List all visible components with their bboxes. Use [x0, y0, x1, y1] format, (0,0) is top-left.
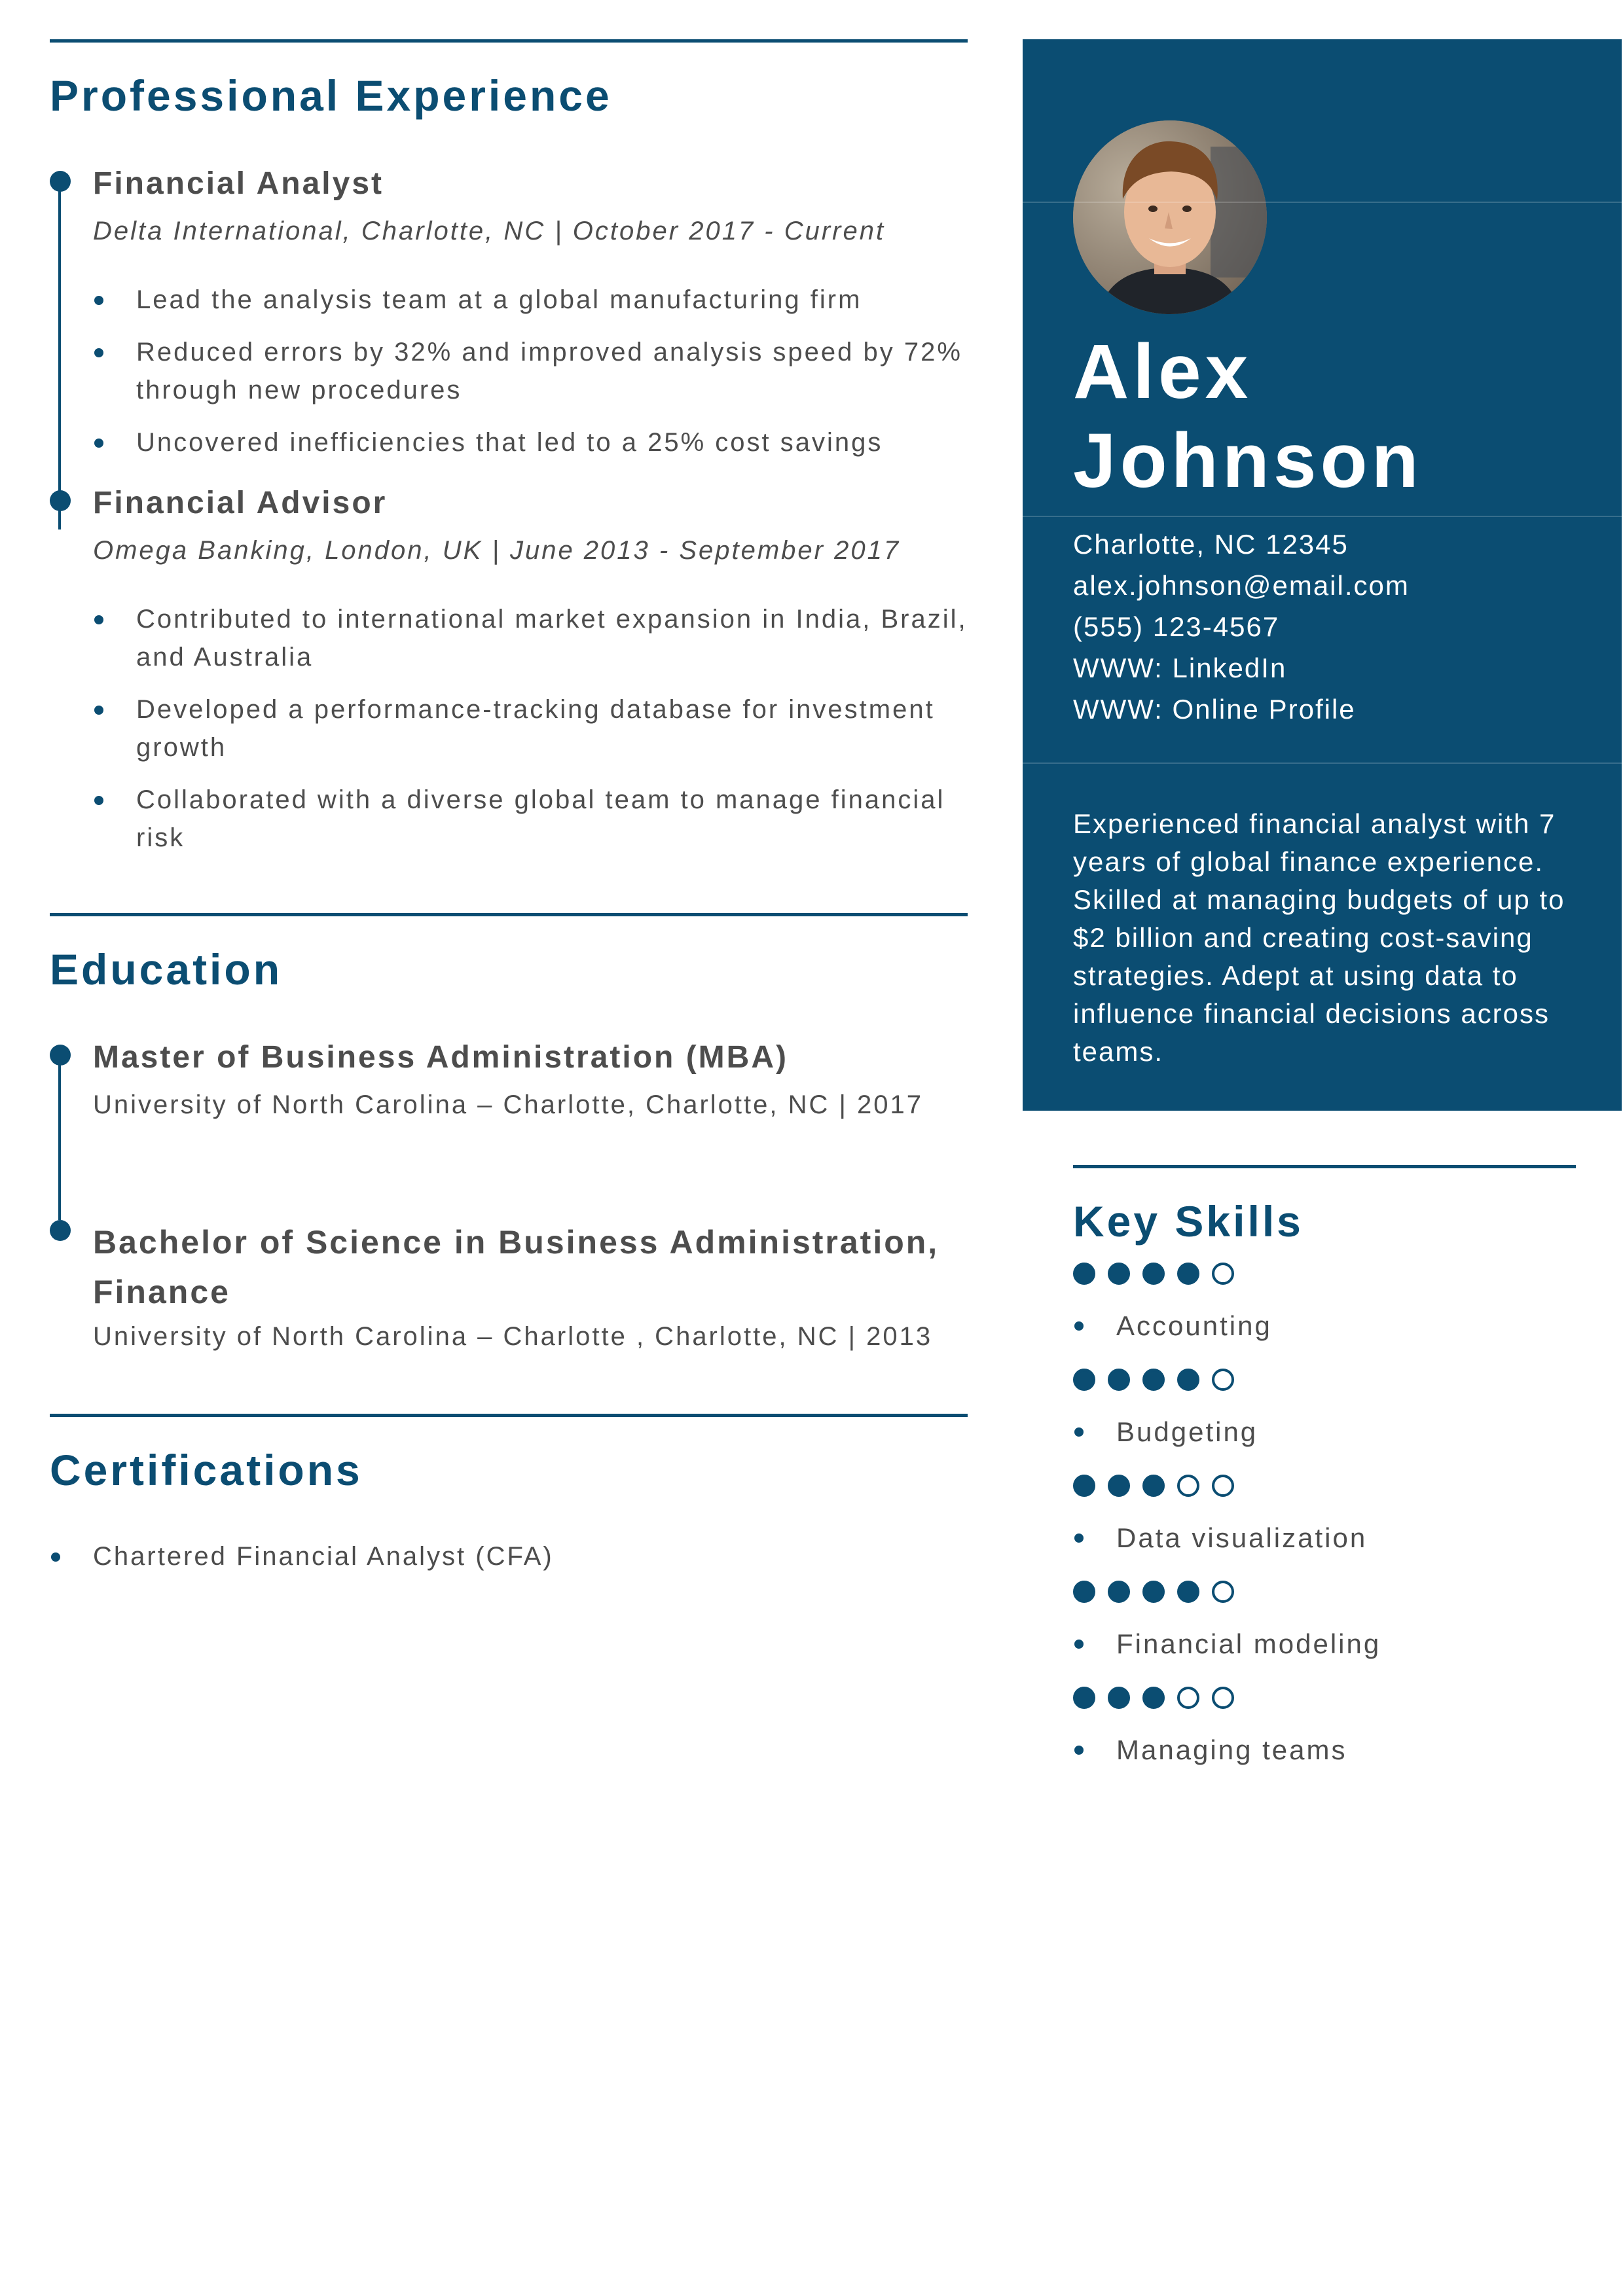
job-bullets — [93, 600, 968, 857]
skills-section — [1073, 1165, 1576, 1793]
school-info: University of North Carolina – Charlotte, Charlotte, NC | 2017 — [93, 1090, 923, 1119]
main-column — [50, 39, 968, 1590]
panel-divider — [1023, 516, 1622, 517]
rating-dot-filled — [1177, 1581, 1199, 1603]
skill-name: Data visualization — [1073, 1524, 1576, 1552]
skill-name: Managing teams — [1073, 1736, 1576, 1764]
rating-dot-empty — [1177, 1475, 1199, 1497]
degree-title: Master of Business Administration (MBA) — [93, 1040, 788, 1075]
avatar — [1073, 120, 1267, 314]
skill-item — [1073, 1687, 1576, 1764]
job-entry — [50, 488, 968, 857]
address: Charlotte, NC 12345 — [1073, 529, 1349, 560]
sidebar — [1023, 39, 1622, 1765]
job-bullets — [93, 281, 968, 461]
rating-dot-filled — [1142, 1581, 1165, 1603]
candidate-name — [1073, 327, 1423, 505]
website-link[interactable]: WWW: Online Profile — [1073, 694, 1356, 725]
school-info: University of North Carolina – Charlotte , Charlotte, NC | 2013 — [93, 1322, 933, 1351]
rating-dot-filled — [1142, 1263, 1165, 1285]
degree-title: Bachelor of Science in Business Administration, Finance — [93, 1224, 939, 1310]
profile-panel — [1023, 39, 1622, 1111]
skill-rating — [1073, 1369, 1576, 1391]
timeline-dot — [50, 490, 71, 511]
rating-dot-filled — [1108, 1581, 1130, 1603]
experience-timeline — [50, 168, 968, 857]
rating-dot-filled — [1073, 1369, 1095, 1391]
list-item: Chartered Financial Analyst (CFA) — [50, 1537, 968, 1575]
rating-dot-empty — [1177, 1687, 1199, 1709]
education-entry — [50, 1042, 968, 1118]
section-divider — [50, 39, 968, 43]
job-title: Financial Advisor — [93, 486, 388, 520]
panel-divider — [1023, 762, 1622, 764]
rating-dot-filled — [1073, 1263, 1095, 1285]
job-title: Financial Analyst — [93, 166, 384, 201]
education-timeline — [50, 1042, 968, 1350]
linkedin-link[interactable]: WWW: LinkedIn — [1073, 653, 1287, 683]
rating-dot-empty — [1212, 1369, 1234, 1391]
rating-dot-empty — [1212, 1581, 1234, 1603]
skill-name: Budgeting — [1073, 1418, 1576, 1446]
education-heading: Education — [50, 945, 283, 994]
email-link[interactable]: alex.johnson@email.com — [1073, 570, 1410, 601]
list-item: Collaborated with a diverse global team to manage financial risk — [93, 781, 968, 857]
section-divider — [1073, 1165, 1576, 1168]
skill-item — [1073, 1475, 1576, 1552]
section-divider — [50, 913, 968, 916]
section-divider — [50, 1414, 968, 1417]
skill-rating — [1073, 1475, 1576, 1497]
timeline-dot — [50, 1045, 71, 1066]
rating-dot-filled — [1073, 1581, 1095, 1603]
skill-name: Financial modeling — [1073, 1630, 1576, 1658]
rating-dot-empty — [1212, 1475, 1234, 1497]
timeline-dot — [50, 171, 71, 192]
certifications-heading: Certifications — [50, 1446, 363, 1494]
rating-dot-filled — [1108, 1369, 1130, 1391]
rating-dot-filled — [1108, 1263, 1130, 1285]
phone-number: (555) 123-4567 — [1073, 611, 1280, 642]
skill-rating — [1073, 1581, 1576, 1603]
profile-summary: Experienced financial analyst with 7 years of global finance experience. Skilled at managing budgets of up to $2 billion and creating cost-saving strategies. Adept at using data to influence financial decisions across teams. — [1073, 808, 1565, 1067]
list-item: Lead the analysis team at a global manufacturing firm — [93, 281, 968, 319]
skill-item — [1073, 1581, 1576, 1658]
job-entry — [50, 168, 968, 461]
timeline-dot — [50, 1220, 71, 1241]
contact-info — [1073, 524, 1410, 730]
list-item: Reduced errors by 32% and improved analysis speed by 72% through new procedures — [93, 333, 968, 409]
rating-dot-filled — [1142, 1369, 1165, 1391]
rating-dot-filled — [1108, 1687, 1130, 1709]
rating-dot-empty — [1212, 1687, 1234, 1709]
rating-dot-filled — [1142, 1475, 1165, 1497]
avatar-photo — [1073, 120, 1267, 314]
experience-section — [50, 39, 968, 857]
first-name: Alex — [1073, 329, 1252, 415]
list-item: Uncovered inefficiencies that led to a 25% cost savings — [93, 423, 968, 461]
certifications-list — [50, 1537, 968, 1575]
panel-divider — [1023, 202, 1622, 203]
skill-name: Accounting — [1073, 1312, 1576, 1340]
rating-dot-empty — [1212, 1263, 1234, 1285]
skills-list — [1073, 1263, 1576, 1764]
list-item: Contributed to international market expansion in India, Brazil, and Australia — [93, 600, 968, 676]
certifications-section — [50, 1414, 968, 1575]
rating-dot-filled — [1177, 1369, 1199, 1391]
experience-heading: Professional Experience — [50, 71, 612, 120]
skill-item — [1073, 1263, 1576, 1340]
skill-rating — [1073, 1687, 1576, 1709]
rating-dot-filled — [1073, 1475, 1095, 1497]
education-section — [50, 913, 968, 1350]
skills-heading: Key Skills — [1073, 1197, 1304, 1246]
skill-item — [1073, 1369, 1576, 1446]
last-name: Johnson — [1073, 418, 1423, 504]
education-entry — [50, 1217, 968, 1350]
job-subtitle: Omega Banking, London, UK | June 2013 - September 2017 — [93, 536, 901, 565]
rating-dot-filled — [1177, 1263, 1199, 1285]
job-subtitle: Delta International, Charlotte, NC | October 2017 - Current — [93, 217, 886, 245]
list-item: Developed a performance-tracking database for investment growth — [93, 691, 968, 766]
skill-rating — [1073, 1263, 1576, 1285]
rating-dot-filled — [1073, 1687, 1095, 1709]
rating-dot-filled — [1142, 1687, 1165, 1709]
rating-dot-filled — [1108, 1475, 1130, 1497]
